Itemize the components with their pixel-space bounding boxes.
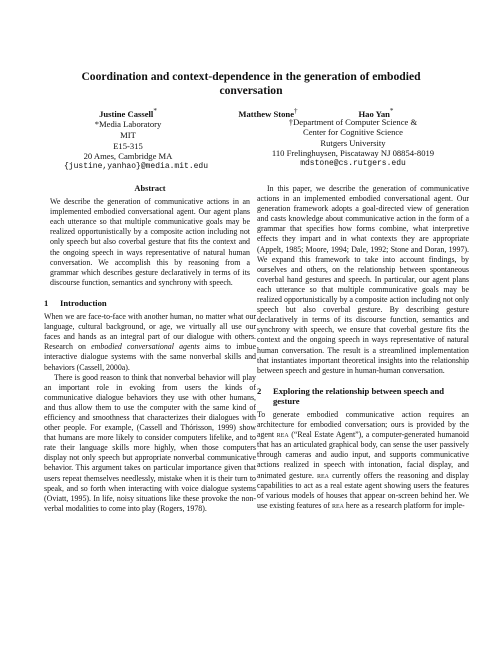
author-email[interactable]: {justine,yanhao}@media.mit.edu	[64, 161, 209, 171]
left-column	[44, 184, 256, 514]
author-name-yan: Hao Yan*	[358, 107, 394, 119]
affiliation-line: 20 Ames, Cambridge MA	[83, 151, 173, 162]
right-column	[257, 184, 469, 511]
author-name-cassell: Justine Cassell*	[99, 107, 157, 119]
author-name-stone: Matthew Stone†	[238, 107, 298, 119]
paper-title: Coordination and context-dependence in the generation of embodied conversation	[81, 70, 421, 97]
affiliation-line: E15-315	[113, 140, 143, 151]
affiliation-line: 110 Frelinghuysen, Piscataway NJ 08854-8019	[271, 148, 435, 159]
intro-paragraph-2: There is good reason to think that nonverbal behavior will play an important role in evoking from users the kinds of communicative dialogue behaviors they use with other humans, and thus allow them to use the computer with the same kind of efficiency and smoothness that characterizes their dialogues with other people. For example, (Cassell and Thórisson, 1999) show that humans are more likely to consider computers lifelike, and to rate their language skills more highly, when those computers display not only speech but appropriate nonverbal communicative behavior. This argument takes on particular importance given that users repeat themselves needlessly, mistake when it is their turn to speak, and so forth when interacting with voice dialogue systems (Oviatt, 1995). In life, noisy situations like these provoke the non-verbal modalities to come into play (Rogers, 1978).	[44, 372, 256, 513]
author-email[interactable]: mdstone@cs.rutgers.edu	[300, 158, 406, 168]
section-heading-speech-gesture: 2 Exploring the relationship between speech and gesture	[257, 385, 445, 406]
abstract-text: We describe the generation of communicative actions in an implemented embodied conversational agent. Our agent plans each utterance so that multiple communicative goals may be realized opportunistically by a composite action including not only speech but also coverbal gesture that fits the context and the ongoing speech in ways representative of natural human conversation. We accomplish this by reasoning from a grammar which describes gesture declaratively in terms of its discourse function, semantics and synchrony with speech.	[50, 197, 250, 287]
affiliation-line: Rutgers University	[320, 137, 386, 148]
section-heading-introduction: 1 Introduction	[44, 297, 107, 308]
intro-paragraph-1: When we are face-to-face with another human, no matter what our language, cultural background, or age, we virtually all use our faces and hands as an integral part of our dialogue with others. Research on embodied conversational agents aims to imbue interactive dialogue systems with the same nonverbal skills and behaviors (Cassell, 2000a).	[44, 312, 256, 372]
affiliation-line: Center for Cognitive Science	[303, 127, 403, 138]
author-block-cassell	[64, 106, 209, 172]
author-block-stone-yan	[244, 117, 462, 170]
section2-paragraph: To generate embodied communicative action requires an architecture for embodied conversation; ours is provided by the agent rea (“Real Estate Agent”), a computer-generated humanoid that has an articulated graphical body, can sense the user passively through cameras and audio input, and supports communicative actions realized in speech with intonation, facial display, and animated gesture. rea currently offers the reasoning and display capabilities to act as a real estate agent showing users the features of various models of houses that appear on-screen behind her. We use existing features of rea here as a research platform for imple-	[257, 409, 470, 510]
abstract-heading: Abstract	[134, 184, 166, 193]
paper-overview-paragraph: In this paper, we describe the generation of communicative actions in an implemented embodied conversational agent. Our generation framework adopts a goal-directed view of generation and casts knowledge about communicative action in the form of a grammar that specifies how forms combine, what interpretive effects they impart and in what contexts they are appropriate (Appelt, 1985; Moore, 1994; Dale, 1992; Stone and Doran, 1997). We expand this framework to take into account findings, by ourselves and others, on the relationship between spontaneous coverbal hand gestures and speech. In particular, our agent plans each utterance so that multiple communicative goals may be realized opportunistically by a composite action including not only speech but also coverbal gesture. By describing gesture declaratively in terms of its discourse function, semantics and synchrony with speech, we ensure that coverbal gesture fits the context and the ongoing speech in ways representative of natural human conversation. The result is a streamlined implementation that instantiates important theoretical insights into the relationship between speech and gesture in human-human conversation.	[257, 184, 469, 375]
affiliation-line: †Department of Computer Science &	[288, 116, 418, 127]
affiliation-line: MIT	[120, 130, 136, 141]
affiliation-line: *Media Laboratory	[94, 119, 162, 130]
